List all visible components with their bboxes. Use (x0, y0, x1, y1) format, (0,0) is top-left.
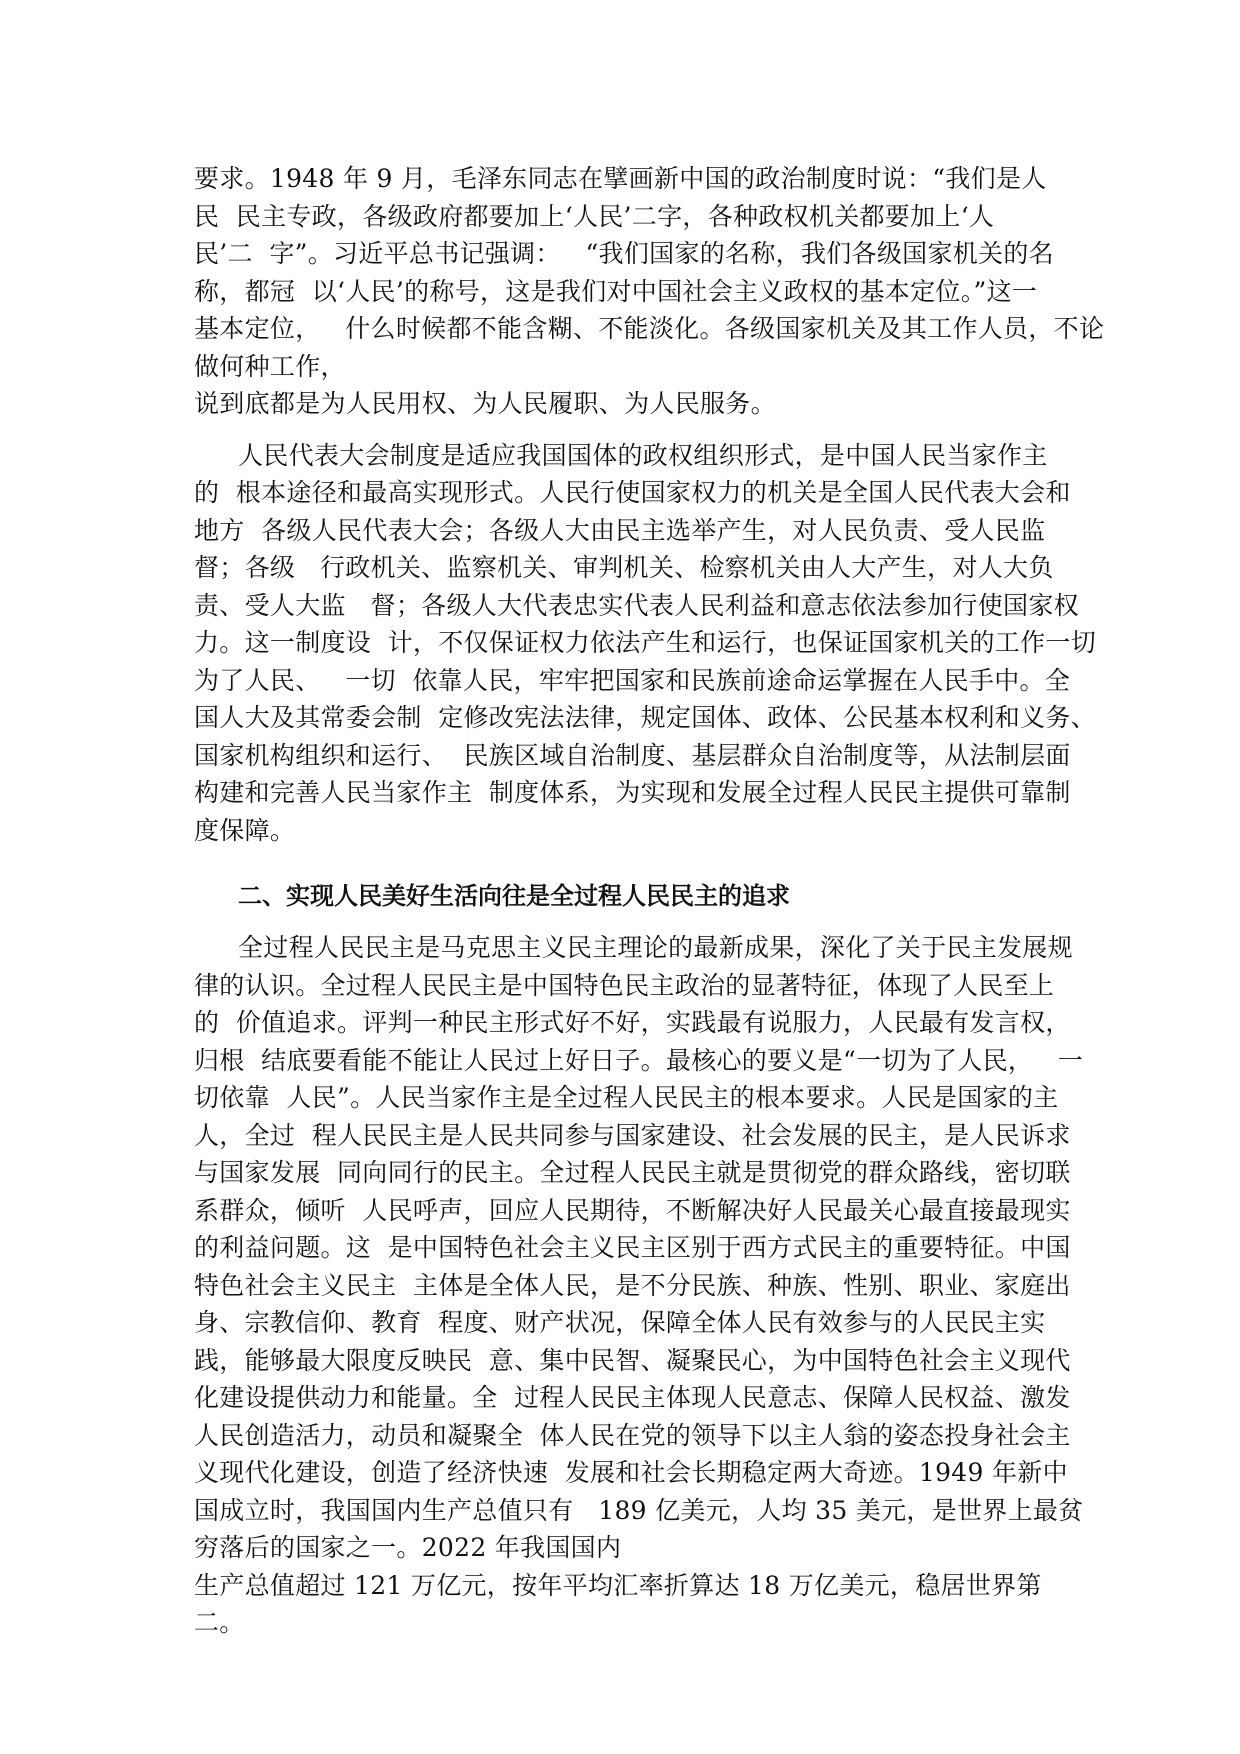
text-line: 二。 (194, 1608, 245, 1637)
text-line: 力。这一制度设 计，不仅保证权力依法产生和运行，也保证国家机关的工作一切 (194, 628, 1096, 657)
text-line: 全过程人民民主是马克思主义民主理论的最新成果，深化了关于民主发展规 (238, 933, 1073, 962)
text-line: 度保障。 (194, 815, 296, 845)
paragraph-spacer (194, 849, 1074, 877)
text-line: 为了人民、 一切 依靠人民，牢牢把国家和民族前途命运掌握在人民手中。全 (194, 665, 1071, 695)
text-line: 归根 结底要看能不能让人民过上好日子。最核心的要义是“一切为了人民， 一 (194, 1045, 1084, 1075)
paragraph-spacer (194, 423, 1074, 437)
text-line: 的 价值追求。评判一种民主形式好不好，实践最有说服力，人民最有发言权， (194, 1008, 1071, 1037)
text-line: 与国家发展 同向同行的民主。全过程人民民主就是贯彻党的群众路线，密切联 (194, 1158, 1071, 1187)
paragraph-3 (194, 929, 1084, 1642)
document-body (194, 160, 1105, 1642)
text-line: 国成立时，我国国内生产总值只有 189 亿美元，人均 35 美元，是世界上最贫 (194, 1495, 1084, 1525)
paragraph-1 (194, 160, 1105, 423)
text-line: 穷落后的国家之一。2022 年我国国内 (194, 1533, 622, 1562)
text-line: 化建设提供动力和能量。全 过程人民民主体现人民意志、保障人民权益、激发 (194, 1383, 1071, 1412)
text-line: 的利益问题。这 是中国特色社会主义民主区别于西方式民主的重要特征。中国 (194, 1233, 1071, 1262)
text-line: 特色社会主义民主 主体是全体人民，是不分民族、种族、性别、职业、家庭出 (194, 1270, 1071, 1300)
text-line: 基本定位， 什么时候都不能含糊、不能淡化。各级国家机关及其工作人员，不论 (194, 314, 1105, 343)
text-line: 切依靠 人民”。人民当家作主是全过程人民民主的根本要求。人民是国家的主 (194, 1083, 1059, 1112)
section-heading: 二、实现人民美好生活向往是全过程人民民主的追求 (238, 882, 790, 910)
paragraph-2 (194, 437, 1096, 850)
text-line: 身、宗教信仰、教育 程度、财产状况，保障全体人民有效参与的人民民主实 (194, 1308, 1046, 1337)
text-line: 民 民主专政，各级政府都要加上‘人民’二字，各种政权机关都要加上‘人 (194, 201, 995, 231)
text-line: 称，都冠 以‘人民’的称号，这是我们对中国社会主义政权的基本定位。”这一 (194, 276, 1038, 306)
text-line: 责、受人大监 督；各级人大代表忠实代表人民利益和意志依法参加行使国家权 (194, 590, 1079, 620)
text-line: 督；各级 行政机关、监察机关、审判机关、检察机关由人大产生，对人大负 (194, 553, 1054, 582)
text-line: 说到底都是为人民用权、为人民履职、为人民服务。 (194, 389, 776, 418)
text-line: 人，全过 程人民民主是人民共同参与国家建设、社会发展的民主，是人民诉求 (194, 1120, 1071, 1150)
text-line: 生产总值超过 121 万亿元，按年平均汇率折算达 18 万亿美元，稳居世界第 (194, 1570, 1042, 1600)
text-line: 地方 各级人民代表大会；各级人大由民主选举产生，对人民负责、受人民监 (194, 515, 1046, 545)
text-line: 人民代表大会制度是适应我国国体的政权组织形式，是中国人民当家作主 (238, 440, 1048, 470)
text-line: 人民创造活力，动员和凝聚全 体人民在党的领导下以主人翁的姿态投身社会主 (194, 1420, 1071, 1450)
paragraph-spacer (194, 915, 1074, 929)
text-line: 构建和完善人民当家作主 制度体系，为实现和发展全过程人民民主提供可靠制 (194, 778, 1071, 807)
text-line: 要求。1948 年 9 月，毛泽东同志在擘画新中国的政治制度时说：“我们是人 (194, 164, 1047, 193)
text-line: 义现代化建设，创造了经济快速 发展和社会长期稳定两大奇迹。1949 年新中 (194, 1458, 1068, 1487)
text-line: 系群众，倾听 人民呼声，回应人民期待，不断解决好人民最关心最直接最现实 (194, 1195, 1071, 1225)
text-line: 国人大及其常委会制 定修改宪法法律，规定国体、政体、公民基本权利和义务、 (194, 703, 1096, 732)
text-line: 民’二 字”。习近平总书记强调： “我们国家的名称，我们各级国家机关的名 (194, 239, 1054, 268)
text-line: 的 根本途径和最高实现形式。人民行使国家权力的机关是全国人民代表大会和 (194, 478, 1071, 507)
text-line: 律的认识。全过程人民民主是中国特色民主政治的显著特征，体现了人民至上 (194, 970, 1055, 1000)
text-line: 国家机构组织和运行、 民族区域自治制度、基层群众自治制度等，从法制层面 (194, 740, 1071, 770)
text-line: 践，能够最大限度反映民 意、集中民智、凝聚民心，为中国特色社会主义现代 (194, 1345, 1071, 1375)
text-line: 做何种工作， (194, 351, 346, 381)
